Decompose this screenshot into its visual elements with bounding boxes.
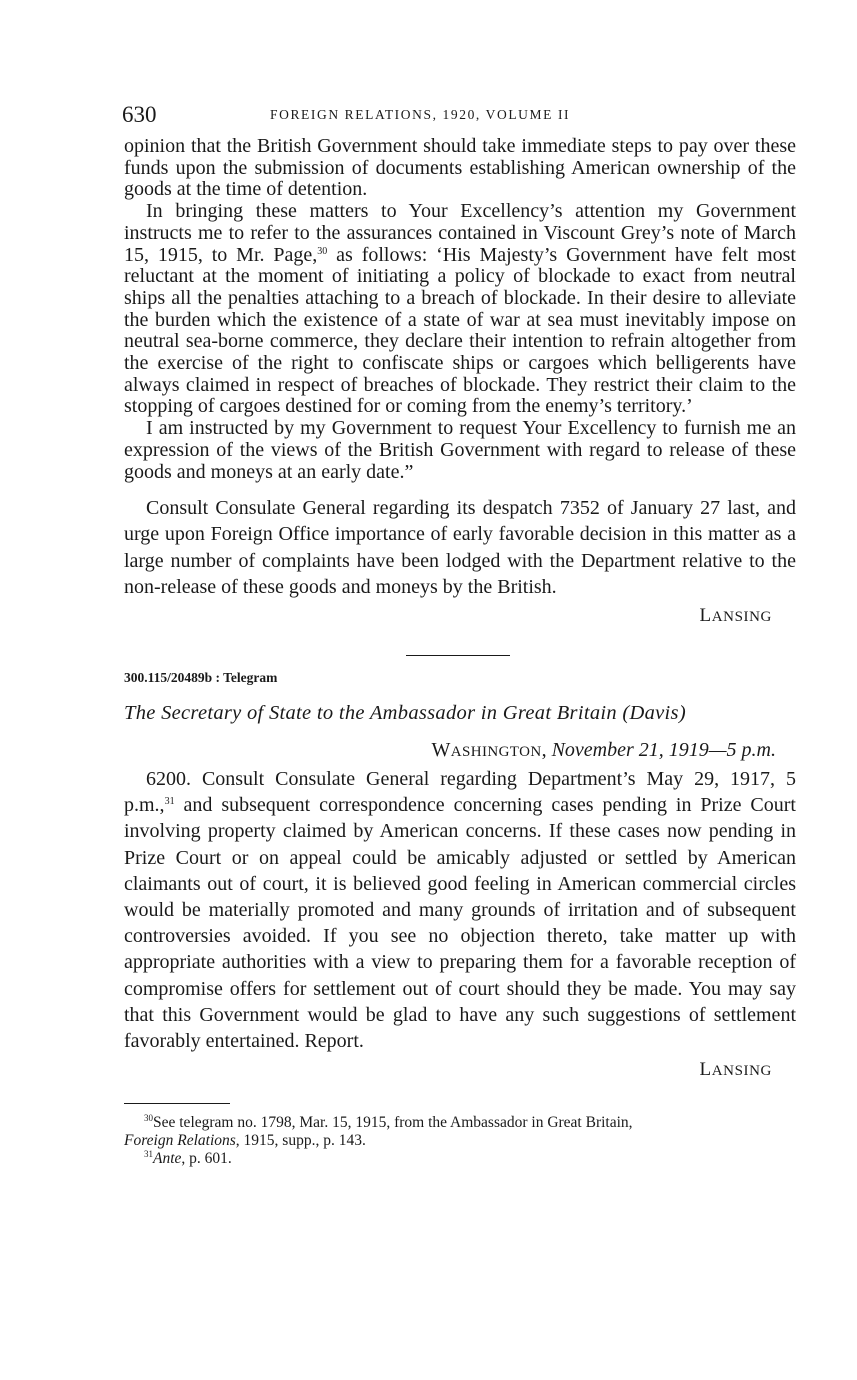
document-title-name: Davis [629,702,679,725]
footnote-source: Ante [153,1150,182,1168]
signature-rest: ANSING [711,1063,772,1080]
quote-paragraph [124,418,796,483]
dateline: WASHINGTON, November 21, 1919—5 p.m. [431,739,776,762]
running-title: FOREIGN RELATIONS, 1920, VOLUME II [270,107,571,122]
footnote-ref-31[interactable]: 31 [164,796,175,808]
footnote-mark: 30 [144,1113,153,1124]
footnote-mark: 31 [144,1149,153,1160]
footnote-source: Foreign Relations [124,1132,236,1150]
telegram-text [124,766,796,1054]
instruction-paragraph: Consult Consulate General regarding its despatch 7352 of January 27 last, and urge upon Foreign Office importance of early favorable decision in this matter as a large number of complaints have been lodged with the Department relative to the non-release of these goods and moneys by the British. [124,497,796,598]
footnote-30 [124,1114,796,1132]
document-title-text: The Secretary of State to the Ambassador in Great Britain ( [124,702,630,725]
document-title [124,702,796,725]
quoted-note [124,136,796,483]
telegram-text-rest: and subsequent correspondence concerning cases pending in Prize Court involving property claimed by American concerns. If these cases now pending in Prize Court or on appeal could be amicably adjusted or settled by American claimants out of court, it is believed good feeling in American commercial circles would be materially promoted and many grounds of irritation and of subsequent controversies avoided. If you see no objection thereto, take matter up with appropriate authorities with a view to preparing them for a favorable reception of compromise offers for settlement out of court should they be made. You may say that this Government would be glad to have any such suggestions of settlement favorably entertained. Report. [124,794,796,1053]
quote-paragraph-text: as follows: ‘His Majesty’s Government have felt most reluctant at the moment of initiating a policy of blockade to exact from neutral ships all the penalties attaching to a breach of blockade. In their desire to alleviate the burden which the existence of a state of war at sea must inevitably impose on neutral sea-borne commerce, they declare their intention to refrain altogether from the exercise of the right to confiscate ships or cargoes which belligerents have always claimed in respect of breaches of blockade. They restrict their claim to the stopping of cargoes destined for or coming from the enemy’s territory.’ [124,243,796,418]
quote-paragraph-text: opinion that the British Government should take immediate steps to pay over these funds upon the submission of documents establishing American ownership of the goods at the time of detention. [124,135,796,201]
page-number: 630 [122,102,157,127]
signature-initial: L [699,1059,712,1081]
dateline-place-initial: W [431,739,451,762]
signature-rest: ANSING [711,609,772,626]
signature-initial: L [699,605,712,627]
section-divider [406,655,510,656]
footnote-31 [124,1150,796,1168]
file-reference: 300.115/20489b : Telegram [124,670,278,686]
footnote-30-continued [124,1132,796,1150]
footnote-divider [124,1103,230,1104]
dateline-date: November 21, 1919—5 p.m. [551,739,776,762]
footnote-text: , p. 601. [181,1150,232,1168]
dateline-place [431,739,542,762]
signature [124,605,796,627]
footnote-text: See telegram no. 1798, Mar. 15, 1915, from the Ambassador in Great Britain, [153,1114,633,1132]
quote-paragraph [124,201,796,418]
telegram-text-start: 6200. Consult Consulate General regarding Department’s May 29, 1917, 5 p.m., [124,768,796,817]
footnote-text: , 1915, supp., p. 143. [235,1132,366,1150]
footnote-ref-30[interactable]: 30 [317,245,328,257]
quote-paragraph-text: In bringing these matters to Your Excellency’s attention my Government instructs me to refer to the assurances contained in Viscount Grey’s note of March 15, 1915, to Mr. Page, [124,200,796,266]
quote-paragraph [124,136,796,201]
page [124,96,796,1168]
signature [124,1059,796,1081]
quote-paragraph-text: I am instructed by my Government to request Your Excellency to furnish me an expression of the views of the British Government with regard to release of these goods and moneys at an early date.” [124,417,796,483]
running-head [124,96,796,136]
footnotes [124,1114,796,1168]
dateline-place-rest: ASHINGTON [450,744,542,761]
document-title-close: ) [678,702,686,725]
